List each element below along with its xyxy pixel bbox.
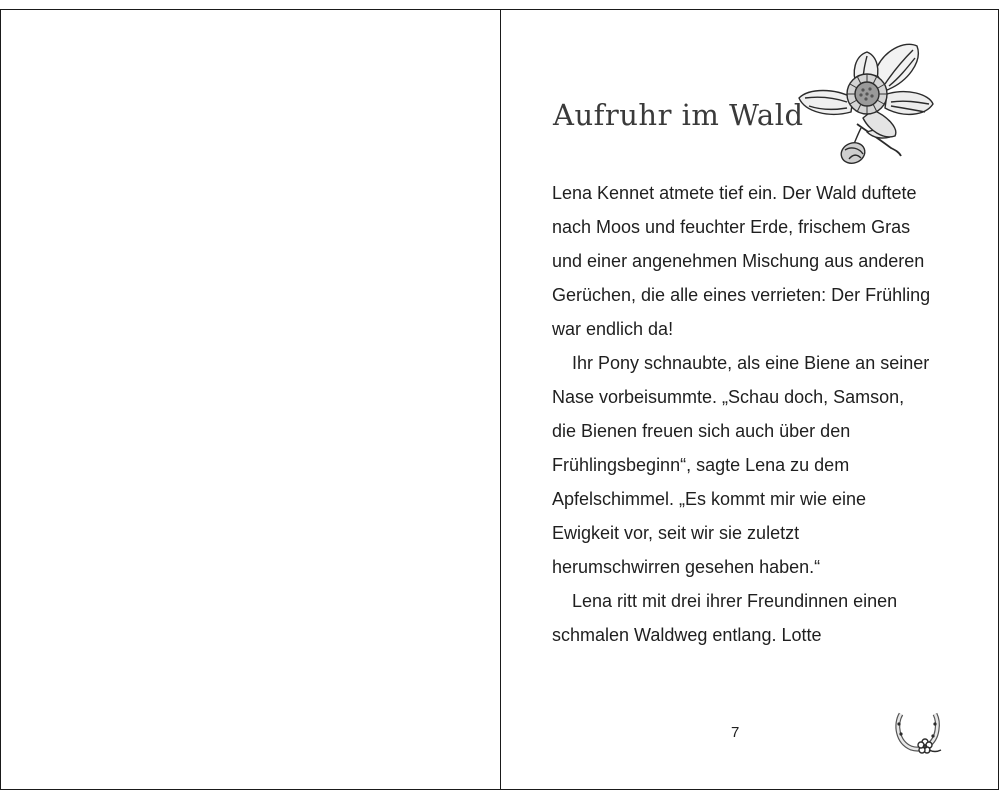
chapter-body-text — [552, 176, 932, 652]
left-page-blank — [1, 10, 500, 789]
horseshoe-icon — [893, 710, 945, 758]
right-page — [501, 10, 998, 789]
flower-illustration — [795, 32, 937, 170]
paragraph-3: Lena ritt mit drei ihrer Freundinnen einen schmalen Waldweg entlang. Lotte — [552, 591, 898, 645]
paragraph-1: Lena Kennet atmete tief ein. Der Wald duftete nach Moos und feuchter Erde, frischem Gras und einer angenehmen Mischung aus anderen Gerüchen, die alle eines verrieten: Der Frühling war endlich da! — [552, 183, 931, 339]
chapter-title: Aufruhr im Wald — [553, 98, 804, 132]
paragraph-2: Ihr Pony schnaubte, als eine Biene an seiner Nase vorbeisummte. „Schau doch, Samson, die Bienen freuen sich auch über den Frühlingsbeginn“, sagte Lena zu dem Apfelschimmel. „Es kommt mir wie eine Ewigkeit vor, seit wir sie zuletzt herumschwirren gesehen haben.“ — [552, 353, 930, 577]
page-number: 7 — [731, 724, 740, 741]
